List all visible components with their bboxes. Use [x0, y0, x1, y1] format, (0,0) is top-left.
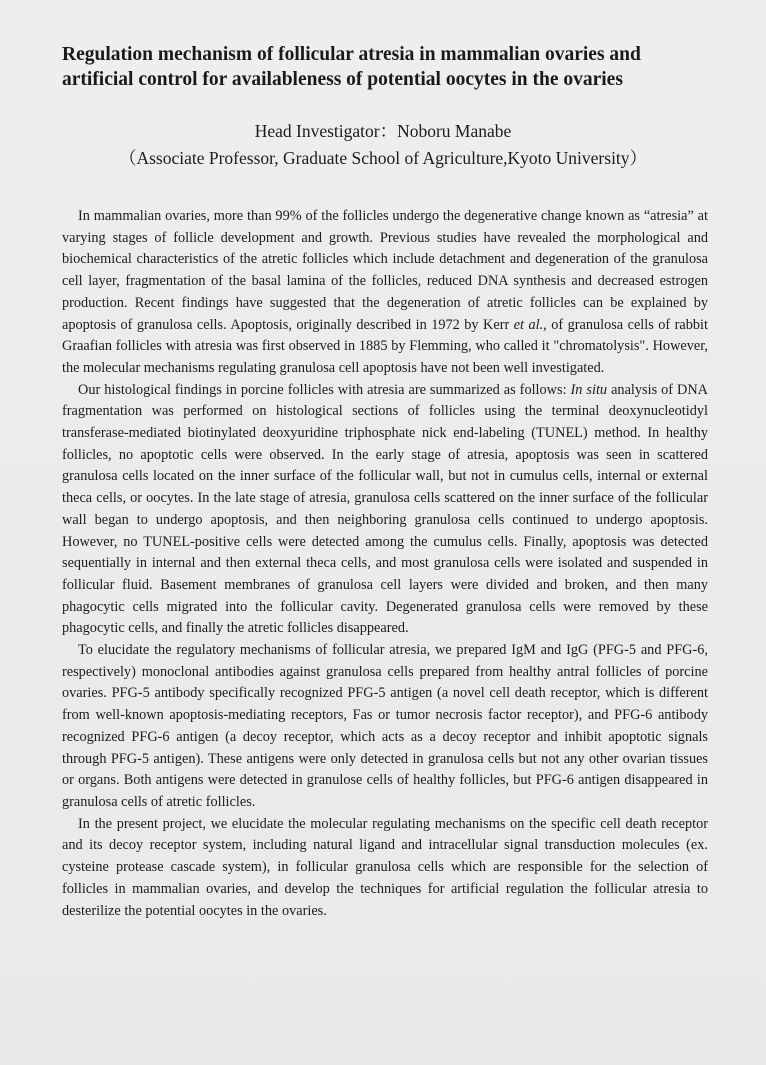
paragraph-1 [62, 206, 708, 380]
italic-text: et al. [513, 316, 544, 333]
paragraph-3 [62, 640, 708, 814]
paragraph-text: To elucidate the regulatory mechanisms of follicular atresia, we prepared IgM and IgG (PFG-5 and PFG-6, respectively) monoclonal antibodies against granulosa cells prepared from healthy antral follicles of porcine ovaries. PFG-5 antibody specifically recognized PFG-5 antigen (a novel cell death receptor, which is different from well-known apoptosis-mediating receptors, Fas or tumor necrosis factor receptor), and PFG-6 antibody recognized PFG-6 antigen (a decoy receptor, which acts as a decoy receptor and inhibit apoptotic signals through PFG-5 antigen). These antigens were only detected in granulosa cells but not any other ovarian tissues or organs. Both antigens were detected in granulose cells of healthy follicles, but PFG-6 antigen disappeared in granulosa cells of atretic follicles. [62, 642, 708, 810]
paragraph-text: In the present project, we elucidate the molecular regulating mechanisms on the specific cell death receptor and its decoy receptor system, including natural ligand and intracellular signal transduction molecules (ex. cysteine protease cascade system), in follicular granulosa cells which are responsible for the selection of follicles in mammalian ovaries, and develop the techniques for artificial regulation the follicular atresia to desterilize the potential oocytes in the ovaries. [62, 815, 708, 919]
investigator-block [0, 118, 766, 172]
paragraph-2 [62, 380, 708, 640]
paragraph-text: analysis of DNA fragmentation was performed on histological sections of follicles using the terminal deoxynucleotidyl transferase-mediated biotinylated deoxyuridine triphosphate nick end-labeling (TUNEL) method. In healthy follicles, no apoptotic cells were observed. In the early stage of atresia, apoptosis was seen in scattered granulosa cells located on the inner surface of the follicular wall, but not in cumulus cells, internal or external theca cells, or oocytes. In the late stage of atresia, granulosa cells scattered on the inner surface of the follicular wall began to undergo apoptosis, and then neighboring granulosa cells continued to undergo apoptosis. However, no TUNEL-positive cells were detected among the cumulus cells. Finally, apoptosis was detected sequentially in internal and then external theca cells, and most granulosa cells were isolated and suspended in follicular fluid. Basement membranes of granulosa cell layers were divided and broken, and then many phagocytic cells migrated into the follicular cavity. Degenerated granulosa cells were removed by these phagocytic cells, and finally the atretic follicles disappeared. [62, 381, 709, 637]
title-line-2: artificial control for availableness of potential oocytes in the ovaries [62, 69, 623, 90]
document-title [62, 42, 742, 92]
title-line-1: Regulation mechanism of follicular atresia in mammalian ovaries and [62, 44, 641, 65]
document-body [62, 206, 708, 922]
paragraph-4 [62, 814, 708, 923]
investigator-affiliation: （Associate Professor, Graduate School of Agriculture,Kyoto University） [118, 148, 648, 168]
paragraph-text: In mammalian ovaries, more than 99% of the follicles undergo the degenerative change known as “atresia” at varying stages of follicle development and growth. Previous studies have revealed the morphological and biochemical characteristics of the atretic follicles which include detachment and degeneration of the granulosa cell layer, fragmentation of the basal lamina of the follicles, reduced DNA synthesis and decreased estrogen production. Recent findings have suggested that the degeneration of atretic follicles can be explained by apoptosis of granulosa cells. Apoptosis, originally described in 1972 by Kerr [62, 208, 708, 333]
italic-text: In situ [570, 381, 608, 398]
head-investigator: Head Investigator：Noboru Manabe [254, 121, 512, 141]
paragraph-text: Our histological findings in porcine follicles with atresia are summarized as follows: [78, 381, 571, 398]
paragraph-text: , of granulosa cells of rabbit Graafian follicles with atresia was first observed in 1885 by Flemming, who called it "chromatolysis". However, the molecular mechanisms regulating granulosa cell apoptosis have not been well investigated. [62, 316, 708, 376]
